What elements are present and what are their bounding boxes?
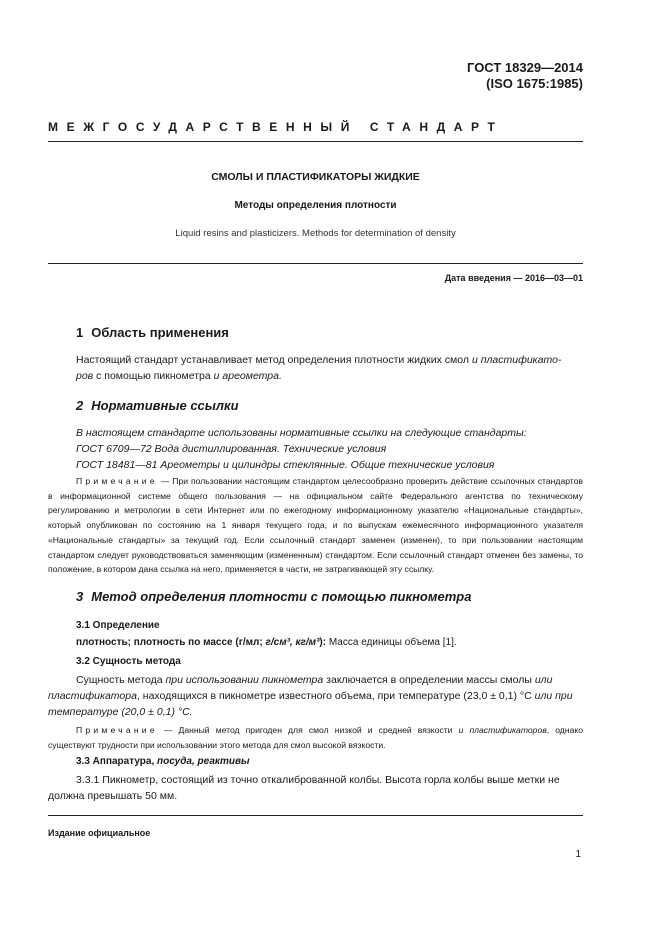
section-title: Область применения	[91, 325, 229, 340]
section-number: 1	[76, 325, 84, 340]
iso-number: (ISO 1675:1985)	[486, 76, 583, 91]
term-definition	[76, 637, 457, 648]
heading-text-italic: посуда, реактивы	[157, 756, 250, 767]
document-subtitle: Методы определения плотности	[234, 200, 397, 211]
subsection-3-2-text	[48, 672, 583, 720]
top-rule	[48, 141, 583, 142]
english-title: Liquid resins and plasticizers. Methods for determination of density	[175, 228, 456, 239]
standard-banner: МЕЖГОСУДАРСТВЕННЫЙ СТАНДАРТ	[48, 120, 504, 134]
text-run: Настоящий стандарт устанавливает метод определения плотности жидких смол	[76, 354, 472, 366]
references-list	[76, 425, 583, 473]
subsection-3-2-heading: 3.2 Сущность метода	[76, 656, 181, 667]
term-end: ):	[319, 637, 327, 648]
note-label: Примечание	[76, 725, 158, 735]
text-run-italic: или при температуре (20,0 ± 0,1) °С.	[48, 690, 573, 718]
term-units: г/см³, кг/м³	[265, 637, 320, 648]
section-title: Метод определения плотности с помощью пикнометра	[91, 589, 472, 604]
text-run-italic: при использовании пикнометра	[165, 674, 324, 686]
section-number: 3	[76, 589, 84, 604]
text-run: заключается в определении массы смолы	[323, 674, 535, 686]
section-title: Нормативные ссылки	[91, 398, 239, 413]
section-3-heading	[76, 589, 471, 604]
document-code	[467, 60, 583, 92]
section-number: 2	[76, 398, 84, 413]
subsection-3-3-heading	[76, 756, 250, 767]
edition-label: Издание официальное	[48, 828, 151, 838]
subsection-3-3-1-text: 3.3.1 Пикнометр, состоящий из точно откалиброванной колбы. Высота горла колбы выше метки не должна превышать 50 мм.	[48, 774, 560, 802]
page-number: 1	[575, 849, 581, 860]
subsection-3-1-heading: 3.1 Определение	[76, 620, 160, 631]
title-rule	[48, 263, 583, 264]
text-run-italic: и ареометра.	[213, 370, 282, 382]
term-text: Масса единицы объема [1].	[326, 637, 457, 648]
gost-number: ГОСТ 18329—2014	[467, 60, 583, 75]
method-note	[48, 723, 583, 752]
heading-text: 3.3 Аппаратура,	[76, 756, 158, 767]
reference-item: ГОСТ 6709—72 Вода дистиллированная. Технические условия	[76, 443, 387, 455]
section-1-heading	[76, 325, 229, 340]
introduction-date: Дата введения — 2016—03—01	[444, 273, 583, 283]
text-run: , находящихся в пикнометре известного объема, при температуре (23,0 ± 0,1) °С	[136, 690, 535, 702]
reference-item: ГОСТ 18481—81 Ареометры и цилиндры стеклянные. Общие технические условия	[76, 459, 495, 471]
note-text-italic: и пластификаторов	[458, 725, 547, 735]
note-text: — При пользовании настоящим стандартом целесообразно проверить действие ссылочных стандартов в информационной системе общего пользования — на официальном сайте Федерального агентства по техническому регулированию и метрологии в сети Интернет или по ежегодному информационному указателю «Национальные стандарты», который опубликован по состоянию на 1 января текущего года, и по выпускам ежемесячного информационного указателя «Национальные стандарты» за текущий год. Если ссылочный стандарт заменен (изменен), то при пользовании настоящим стандартом следует руководствоваться заменяющим (измененным) стандартом. Если ссылочный стандарт отменен без замены, то положение, в котором дана ссылка на него, применяется в части, не затрагивающей эту ссылку.	[48, 476, 583, 575]
footer-rule	[48, 815, 583, 816]
text-run-italic: ров	[76, 370, 94, 382]
text-run: с помощью пикнометра	[93, 370, 214, 382]
note-text: — Данный метод пригоден для смол низкой и средней вязкости	[157, 725, 459, 735]
text-run: Сущность метода	[76, 674, 166, 686]
references-note	[48, 474, 583, 577]
note-text: , однако существуют трудности при использовании этого метода для смол высокой вязкости.	[48, 725, 583, 750]
note-label: Примечание	[76, 476, 158, 486]
section-1-text	[76, 352, 583, 384]
references-lead: В настоящем стандарте использованы нормативные ссылки на следующие стандарты:	[76, 427, 527, 439]
text-run-italic: или пластификатора	[48, 674, 553, 702]
document-title: СМОЛЫ И ПЛАСТИФИКАТОРЫ ЖИДКИЕ	[211, 171, 420, 183]
term-name: плотность; плотность по массе (г/мл;	[76, 637, 266, 648]
section-2-heading	[76, 398, 239, 413]
text-run-italic: и пластификато-	[471, 354, 562, 366]
